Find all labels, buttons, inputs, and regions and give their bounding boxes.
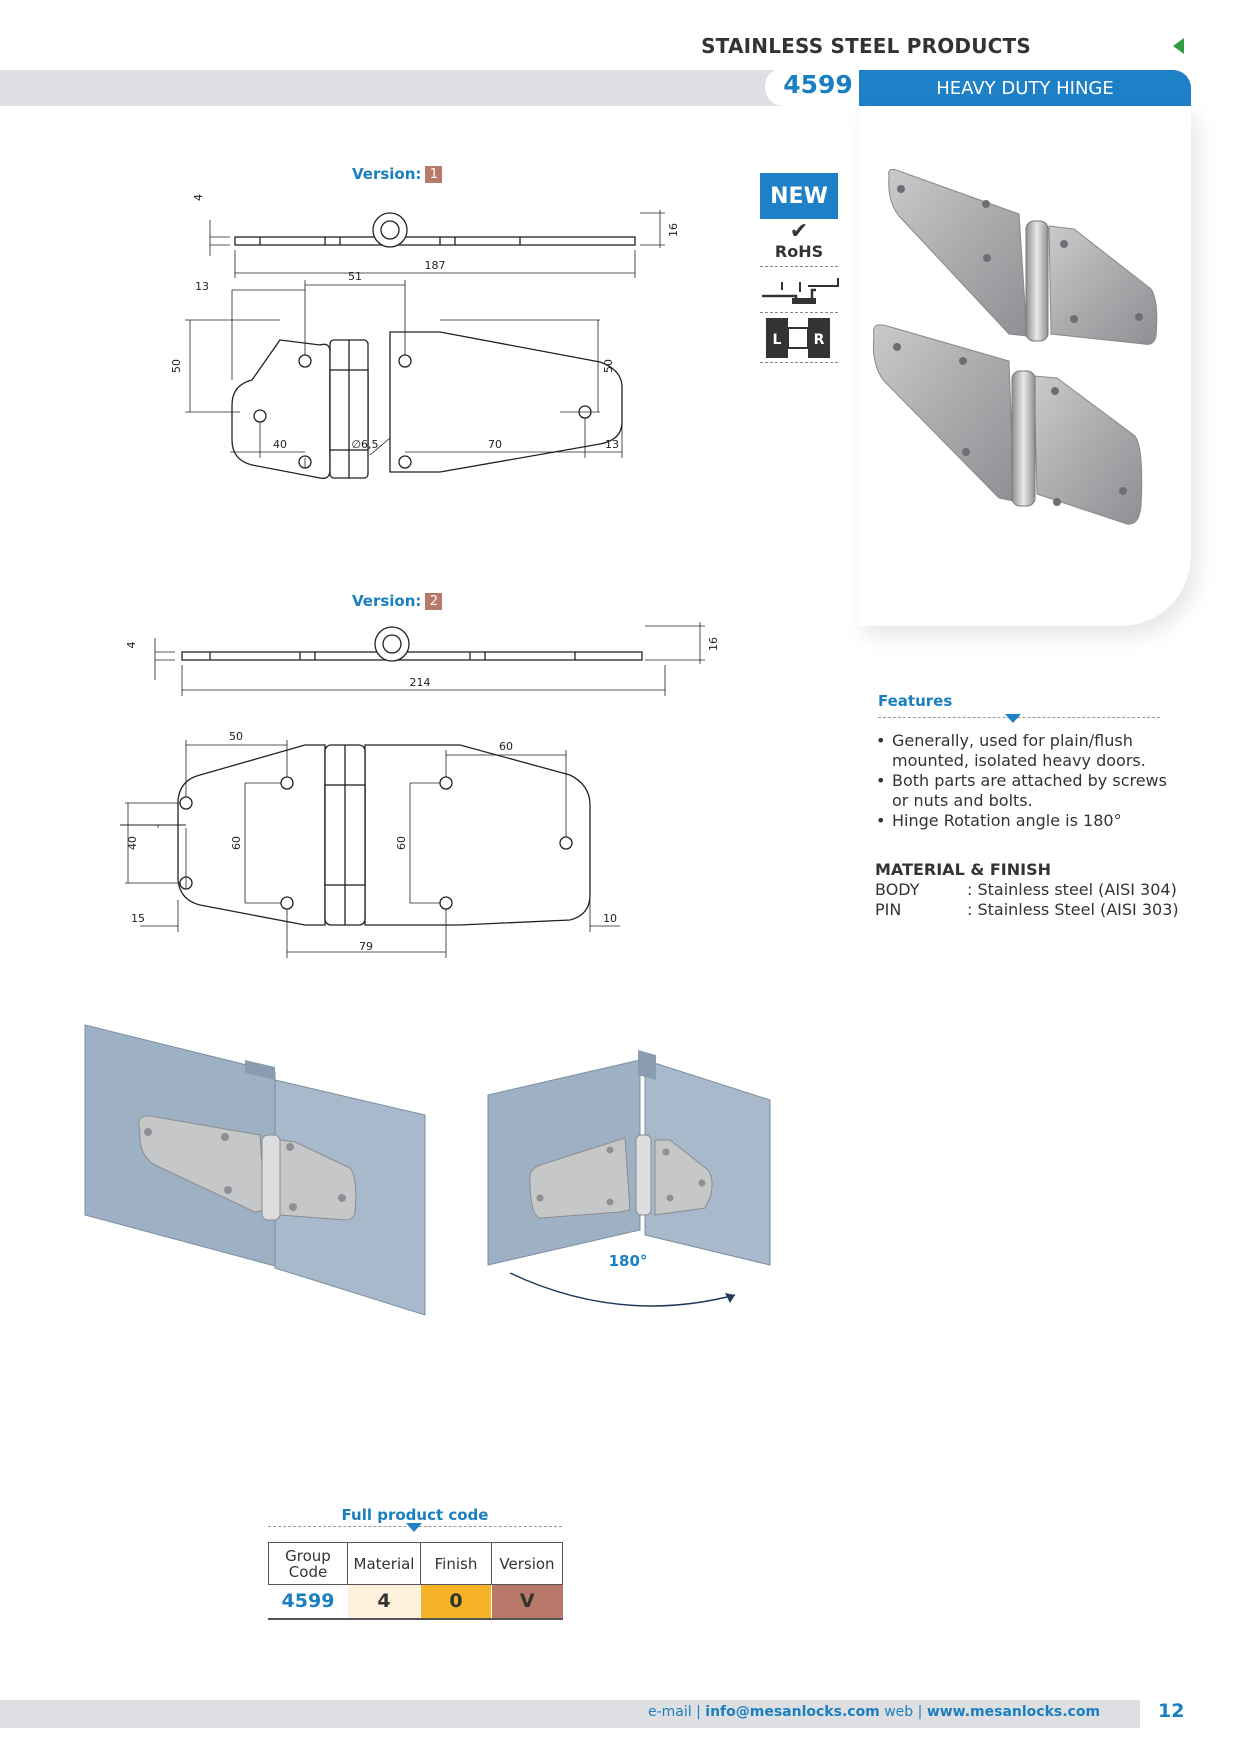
- mounting-illustration: [80, 1020, 780, 1320]
- v2-dim-edge-left: 15: [131, 912, 145, 925]
- v1-dim-width-right: 50: [602, 359, 615, 373]
- version2-number: 2: [425, 593, 442, 610]
- product-code-pointer-icon: [406, 1523, 422, 1532]
- version1-number: 1: [425, 166, 442, 183]
- right-label: R: [813, 332, 825, 348]
- version1-label: Version:: [352, 165, 422, 183]
- version2-drawing: [120, 600, 720, 970]
- material-row-pin: [875, 900, 1179, 919]
- header-band: [0, 70, 860, 106]
- v1-dim-width-left: 50: [170, 359, 183, 373]
- header-finish: Finish: [421, 1543, 492, 1585]
- v2-dim-length: 214: [409, 676, 431, 689]
- product-code-table: [268, 1542, 563, 1620]
- v2-dim-vertical-right: 60: [395, 836, 408, 850]
- section-title: STAINLESS STEEL PRODUCTS: [701, 34, 1031, 58]
- material-value: : Stainless steel (AISI 304): [967, 880, 1177, 899]
- web-link[interactable]: www.mesanlocks.com: [926, 1704, 1101, 1720]
- version2-label: Version:: [352, 592, 422, 610]
- footer-contact: [648, 1704, 1100, 1720]
- value-group-code: 4599: [269, 1585, 348, 1619]
- header-group-code: Group Code: [269, 1543, 348, 1585]
- v1-dim-length: 187: [424, 259, 446, 272]
- v2-dim-thickness: 4: [125, 641, 138, 649]
- material-key: BODY: [875, 880, 920, 899]
- left-right-icon: [766, 318, 832, 358]
- v1-dim-edge-right: 13: [605, 438, 619, 451]
- checkmark-icon: ✔: [789, 219, 809, 244]
- v1-dim-hole-left: 40: [273, 438, 287, 451]
- v1-dim-knuckle: 16: [667, 223, 680, 237]
- v2-dim-spacing-left: 50: [229, 730, 243, 743]
- rohs-label: RoHS: [774, 242, 824, 261]
- v1-dim-edge-left: 13: [195, 280, 209, 293]
- page-number: 12: [1158, 1700, 1185, 1722]
- web-label: web |: [884, 1704, 923, 1720]
- v1-dim-hole-right: 70: [488, 438, 502, 451]
- version1-drawing: [170, 190, 700, 520]
- value-finish: 0: [421, 1585, 492, 1619]
- product-code-title: Full product code: [341, 1506, 489, 1524]
- divider: [760, 312, 838, 313]
- header-material: Material: [348, 1543, 421, 1585]
- flush-mount-icon: [760, 276, 840, 306]
- footer-tab: [1140, 1697, 1241, 1731]
- feature-item: • Generally, used for plain/flush mounted, isolated heavy doors.: [874, 731, 1174, 771]
- product-name-bar: [859, 70, 1191, 106]
- v2-dim-width-left: 40: [126, 836, 139, 850]
- version1-heading: [352, 164, 442, 183]
- v1-dim-hole-diameter: ∅6,5: [351, 438, 379, 451]
- v2-dim-knuckle: 16: [707, 637, 720, 651]
- v2-dim-vertical-left: 60: [230, 836, 243, 850]
- left-label: L: [772, 332, 782, 348]
- v2-dim-edge-right: 10: [603, 912, 617, 925]
- hinge-product-photo: [859, 106, 1191, 626]
- material-title: MATERIAL & FINISH: [875, 860, 1051, 879]
- v1-dim-thickness: 4: [192, 194, 205, 201]
- v2-dim-hole-bottom: 79: [359, 940, 373, 953]
- features-list: [874, 731, 1174, 831]
- feature-item: • Hinge Rotation angle is 180°: [874, 811, 1174, 831]
- rohs-badge: [760, 219, 838, 261]
- divider: [760, 266, 838, 267]
- feature-item: • Both parts are attached by screws or nuts and bolts.: [874, 771, 1174, 811]
- product-code: 4599: [783, 70, 853, 99]
- header-version: Version: [492, 1543, 563, 1585]
- material-row-body: [875, 880, 1177, 899]
- email-link[interactable]: info@mesanlocks.com: [705, 1704, 880, 1720]
- features-pointer-icon: [1005, 714, 1021, 723]
- features-title: Features: [878, 692, 953, 710]
- product-name: HEAVY DUTY HINGE: [936, 77, 1114, 99]
- email-label: e-mail |: [648, 1704, 701, 1720]
- rotation-angle-label: 180°: [608, 1252, 648, 1270]
- material-key: PIN: [875, 900, 902, 919]
- value-material: 4: [348, 1585, 421, 1619]
- material-value: : Stainless Steel (AISI 303): [967, 900, 1179, 919]
- value-version: V: [492, 1585, 563, 1619]
- new-badge: NEW: [760, 173, 838, 219]
- section-arrow-icon: [1173, 38, 1184, 54]
- divider: [760, 362, 838, 363]
- product-photo-card: [859, 106, 1191, 626]
- v1-dim-spacing-top: 51: [348, 270, 362, 283]
- v2-dim-spacing-right: 60: [499, 740, 513, 753]
